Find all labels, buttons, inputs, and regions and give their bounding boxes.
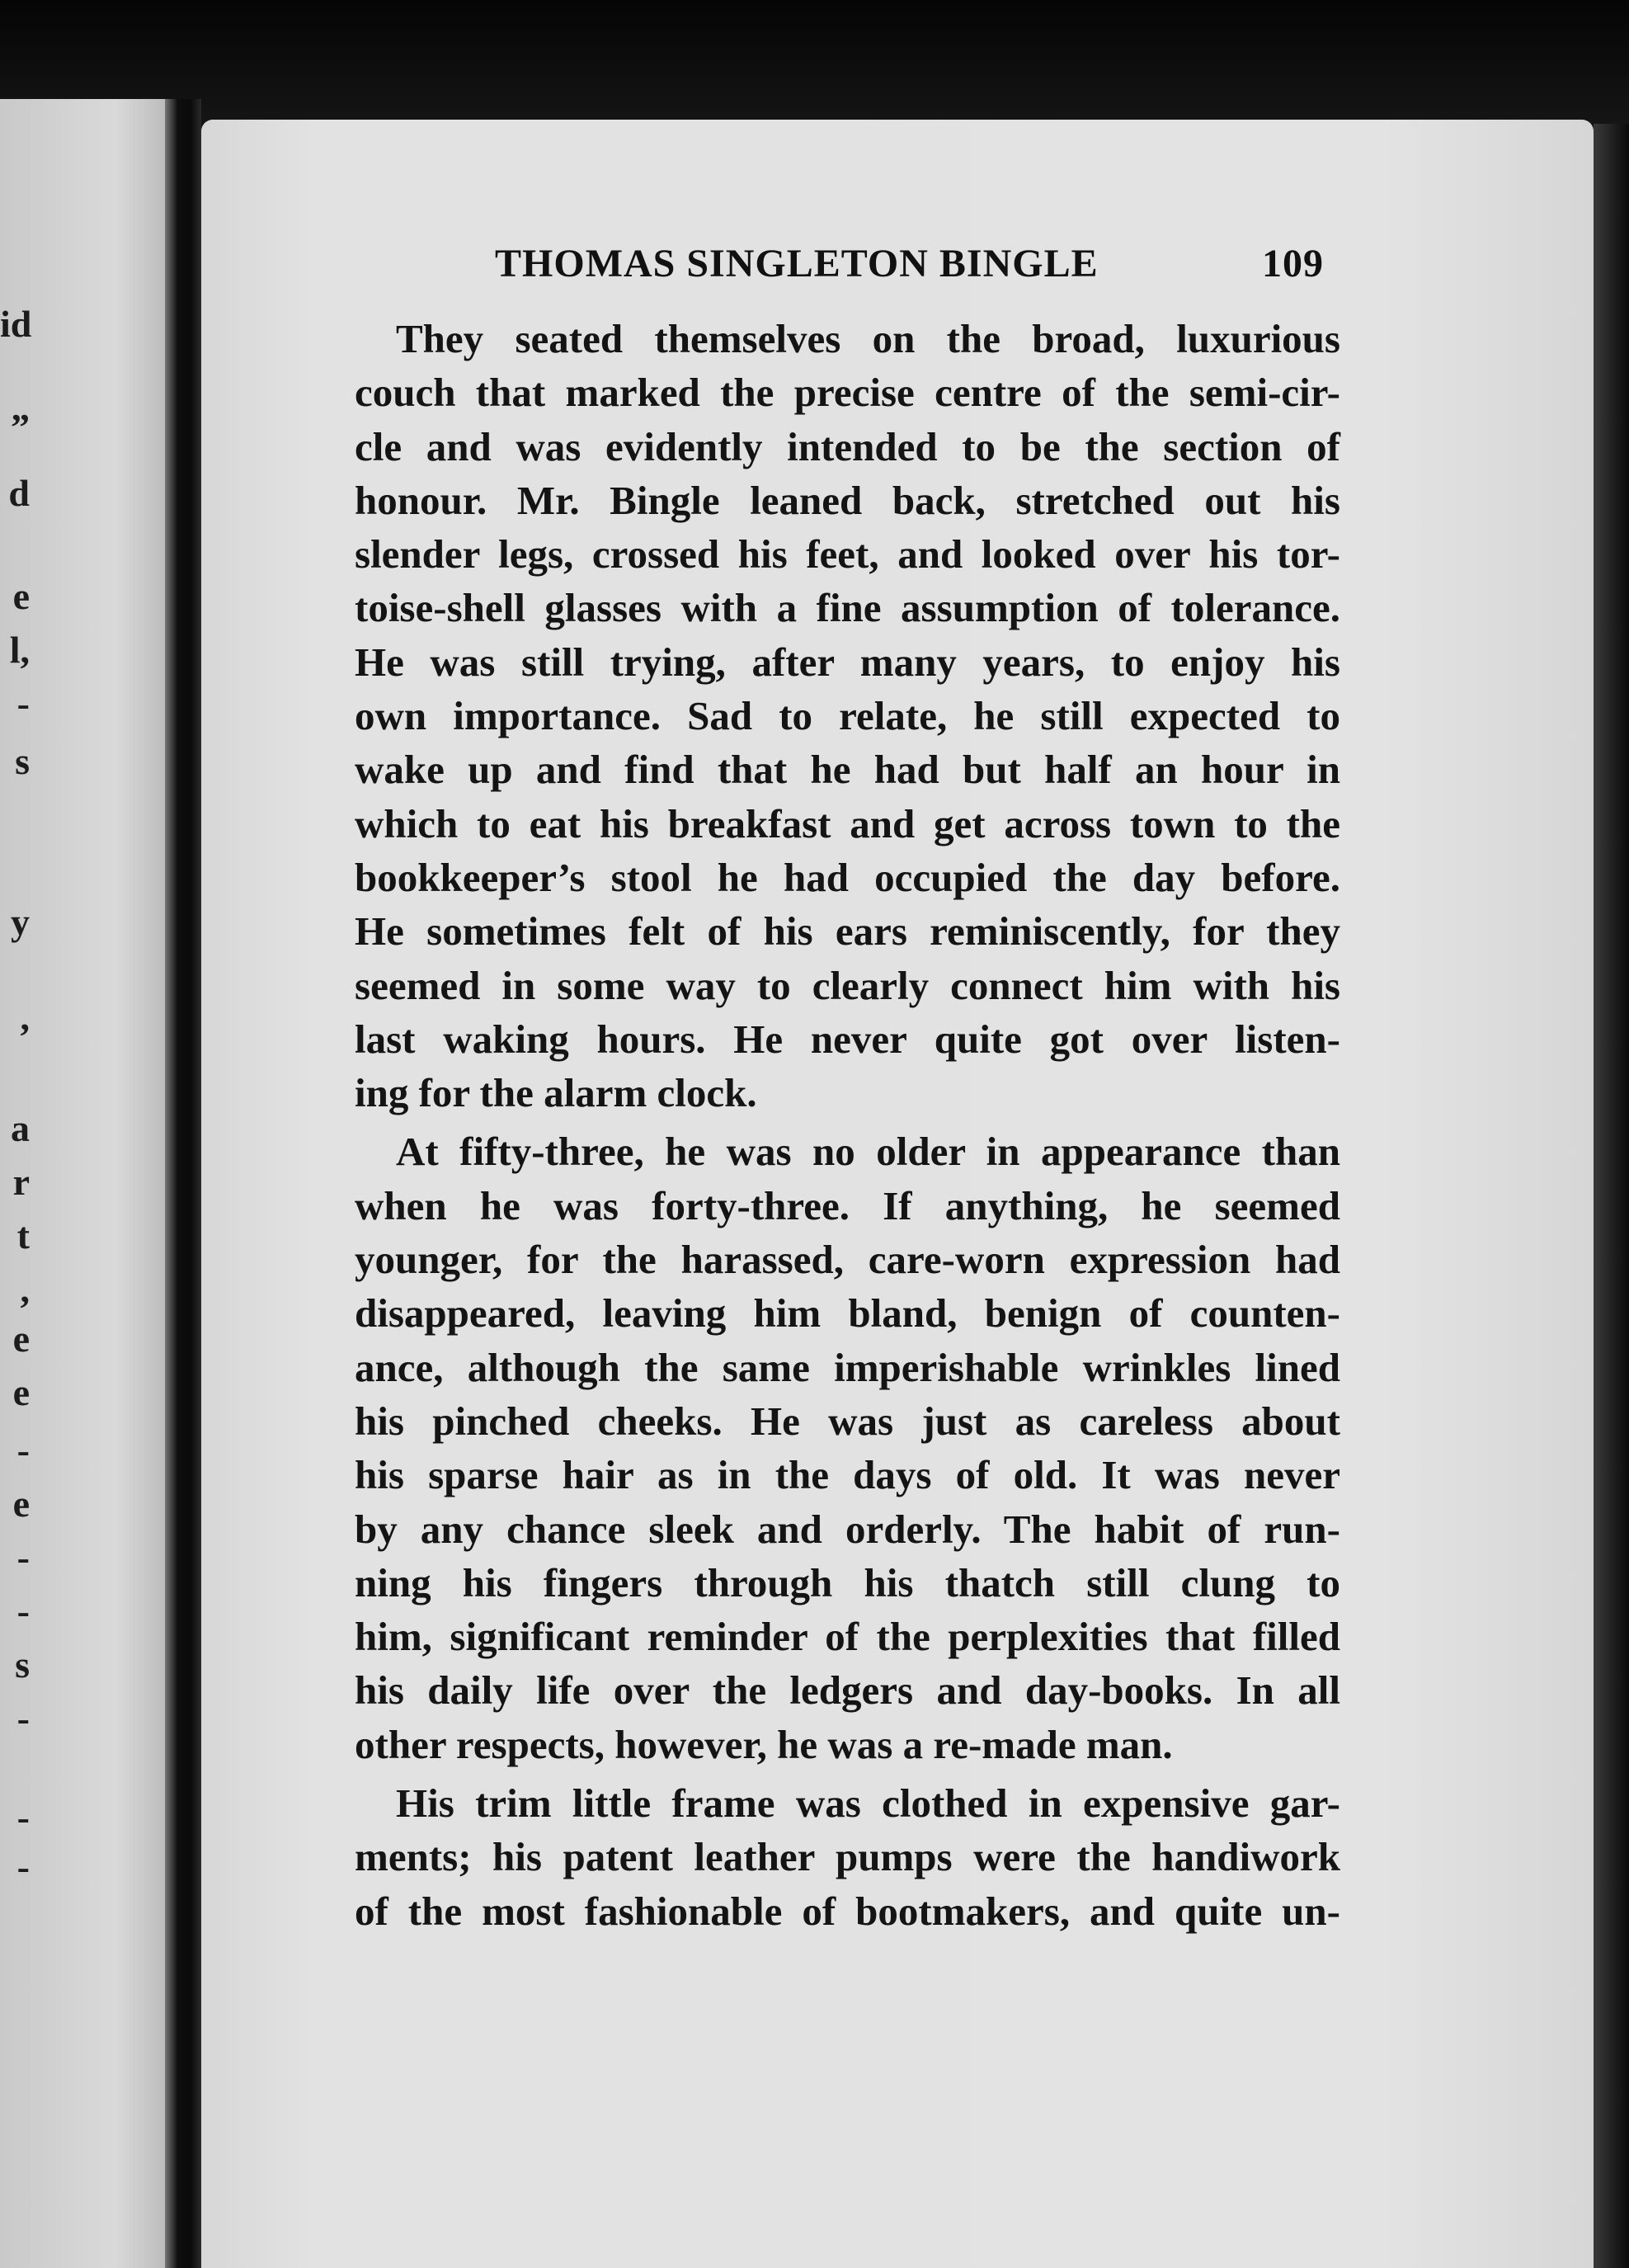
text-line: He was still trying, after many years, to enjoy his xyxy=(355,639,1340,685)
facing-page-fragment: r xyxy=(12,1161,30,1203)
text-line: own importance. Sad to relate, he still expected to xyxy=(355,693,1340,739)
text-line: disappeared, leaving him bland, benign of counten- xyxy=(355,1290,1340,1337)
paragraph xyxy=(355,1125,1340,1771)
facing-page-fragment: - xyxy=(16,1846,30,1888)
scan-top-border xyxy=(0,0,1629,124)
facing-page-fragment: l, xyxy=(9,629,30,671)
text-line: by any chance sleek and orderly. The habit of run- xyxy=(355,1506,1340,1552)
facing-page-fragment: y xyxy=(11,901,30,943)
text-line: ning his fingers through his thatch still clung to xyxy=(355,1559,1340,1606)
text-line: His trim little frame was clothed in expensive gar- xyxy=(396,1780,1340,1827)
text-line: ance, although the same imperishable wrinkles lined xyxy=(355,1344,1340,1390)
facing-page-fragment: t xyxy=(16,1214,30,1257)
text-line: bookkeeper’s stool he had occupied the day before. xyxy=(355,854,1340,900)
text-line: wake up and find that he had but half an hour in xyxy=(355,747,1340,793)
book-gutter xyxy=(165,99,201,2268)
text-line: his sparse hair as in the days of old. It was never xyxy=(355,1452,1340,1498)
text-line: his pinched cheeks. He was just as careless about xyxy=(355,1398,1340,1444)
facing-page-fragment: - xyxy=(16,1590,30,1632)
text-line: slender legs, crossed his feet, and looked over his tor- xyxy=(355,531,1340,578)
text-line: At fifty-three, he was no older in appearance than xyxy=(396,1129,1340,1175)
paragraph xyxy=(355,312,1340,1120)
text-line: younger, for the harassed, care-worn expression had xyxy=(355,1237,1340,1283)
facing-page-fragment: s xyxy=(15,740,30,782)
text-line: him, significant reminder of the perplexities that filled xyxy=(355,1614,1340,1660)
facing-page-fragment: a xyxy=(11,1107,30,1149)
text-line: They seated themselves on the broad, luxurious xyxy=(396,316,1340,361)
text-line: seemed in some way to clearly connect him with his xyxy=(355,962,1340,1008)
facing-page-fragment: - xyxy=(16,1536,30,1578)
facing-page-text-fragments xyxy=(0,0,165,2268)
running-head-title: THOMAS SINGLETON BINGLE xyxy=(495,242,1099,285)
body-text xyxy=(355,312,1340,1943)
facing-page-fragment: , xyxy=(20,1268,30,1310)
facing-page-fragment: - xyxy=(16,1429,30,1471)
facing-page-fragment: - xyxy=(16,682,30,724)
text-line: couch that marked the precise centre of the semi-cir- xyxy=(355,370,1340,416)
scan-right-border xyxy=(1594,124,1629,2268)
facing-page-fragment: ” xyxy=(11,406,30,448)
paragraph xyxy=(355,1776,1340,1938)
facing-page-fragment: e xyxy=(12,1371,30,1413)
facing-page-fragment: - xyxy=(16,1697,30,1739)
text-line: which to eat his breakfast and get across town to the xyxy=(355,800,1340,846)
text-line: last waking hours. He never quite got over listen- xyxy=(355,1016,1340,1062)
facing-page-fragment: , xyxy=(20,996,30,1038)
facing-page-fragment: e xyxy=(12,1318,30,1360)
facing-page-fragment: s xyxy=(15,1643,30,1686)
text-line: toise-shell glasses with a fine assumption of tolerance. xyxy=(355,585,1340,631)
text-line: cle and was evidently intended to be the section of xyxy=(355,423,1340,469)
text-line: of the most fashionable of bootmakers, and quite un- xyxy=(355,1888,1340,1934)
facing-page-fragment: e xyxy=(12,1483,30,1525)
facing-page-fragment: - xyxy=(16,1796,30,1838)
page-number: 109 xyxy=(1262,242,1324,285)
text-line: ments; his patent leather pumps were the handiwork xyxy=(355,1834,1340,1880)
facing-page-fragment: d xyxy=(8,472,30,514)
text-line: his daily life over the ledgers and day-books. In all xyxy=(355,1667,1340,1714)
facing-page-fragment: e xyxy=(12,575,30,617)
facing-page-fragment: id xyxy=(0,303,32,345)
text-line: ing for the alarm clock. xyxy=(355,1070,757,1116)
text-line: honour. Mr. Bingle leaned back, stretched out his xyxy=(355,477,1340,523)
text-line: He sometimes felt of his ears reminiscently, for they xyxy=(355,908,1340,955)
text-line: when he was forty-three. If anything, he seemed xyxy=(355,1182,1340,1228)
text-line: other respects, however, he was a re-made man. xyxy=(355,1721,1173,1767)
